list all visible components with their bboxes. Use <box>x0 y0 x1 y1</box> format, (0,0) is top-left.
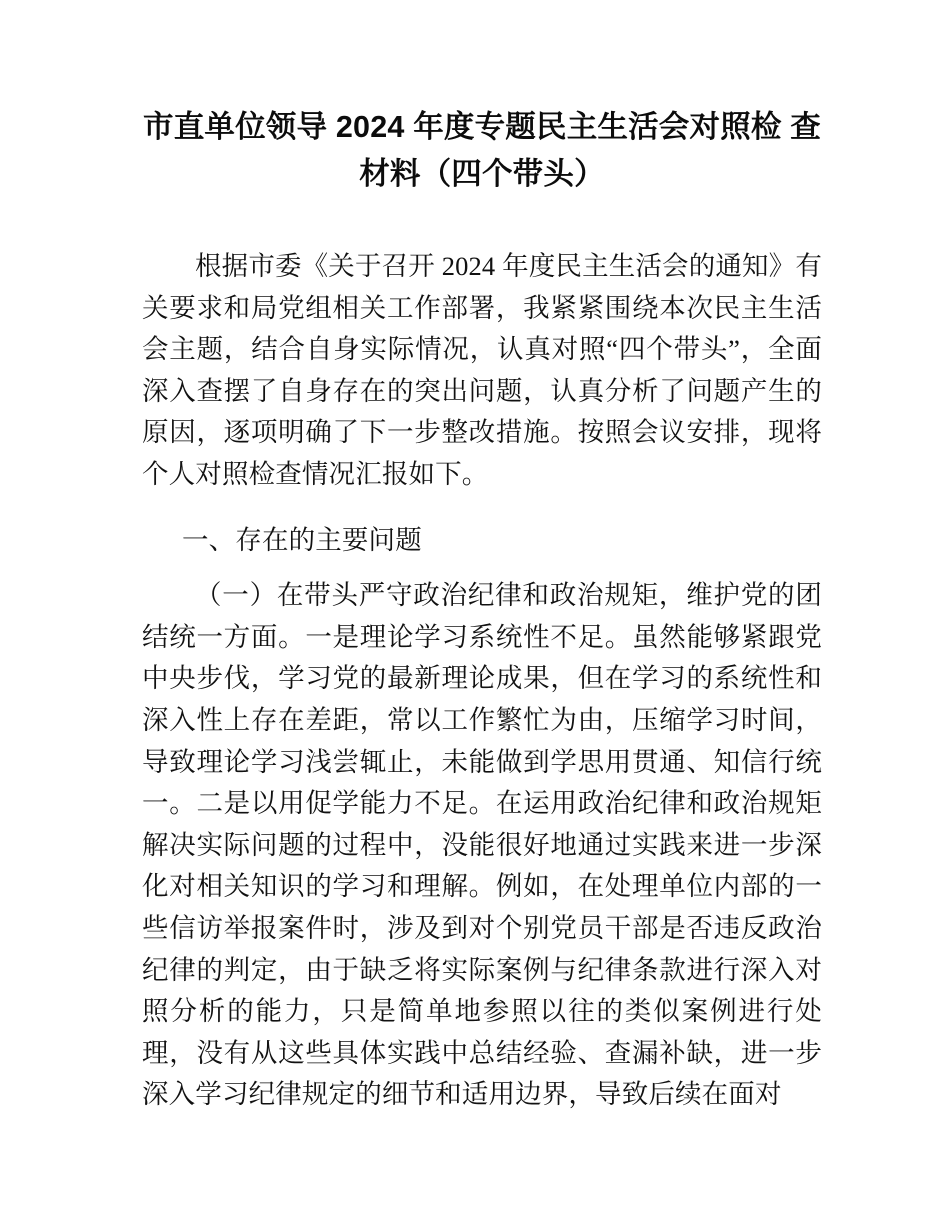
paragraph-item-1-1: （一）在带头严守政治纪律和政治规矩，维护党的团结统一方面。一是理论学习系统性不足。虽然能够紧跟党中央步伐，学习党的最新理论成果，但在学习的系统性和深入性上存在差距，常以工作繁忙为由，压缩学习时间，导致理论学习浅尝辄止，未能做到学思用贯通、知信行统一。二是以用促学能力不足。在运用政治纪律和政治规矩解决实际问题的过程中，没能很好地通过实践来进一步深化对相关知识的学习和理解。例如，在处理单位内部的一些信访举报案件时，涉及到对个别党员干部是否违反政治纪律的判定，由于缺乏将实际案例与纪律条款进行深入对照分析的能力，只是简单地参照以往的类似案例进行处理，没有从这些具体实践中总结经验、查漏补缺，进一步深入学习纪律规定的细节和适用边界，导致后续在面对 <box>142 580 822 1110</box>
section-heading-main-problems: 一、存在的主要问题 <box>182 524 422 555</box>
page-title-line-1: 市直单位领导 2024 年度专题民主生活会对照检 <box>143 110 782 144</box>
page-title <box>142 0 822 198</box>
heading-spacer <box>142 561 822 575</box>
document-content-column <box>142 0 822 1116</box>
document-body <box>142 246 822 1116</box>
paragraph-intro: 根据市委《关于召开 2024 年度民主生活会的通知》有关要求和局党组相关工作部署，我紧紧围绕本次民主生活会主题，结合自身实际情况，认真对照“四个带头”，全面深入查摆了自身存在的突出问题，认真分析了问题产生的原因，逐项明确了下一步整改措施。按照会议安排，现将个人对照检查情况汇报如下。 <box>142 251 822 489</box>
paragraph-spacer <box>142 496 822 520</box>
page-title-line-2: 查材料（四个带头） <box>359 110 821 191</box>
